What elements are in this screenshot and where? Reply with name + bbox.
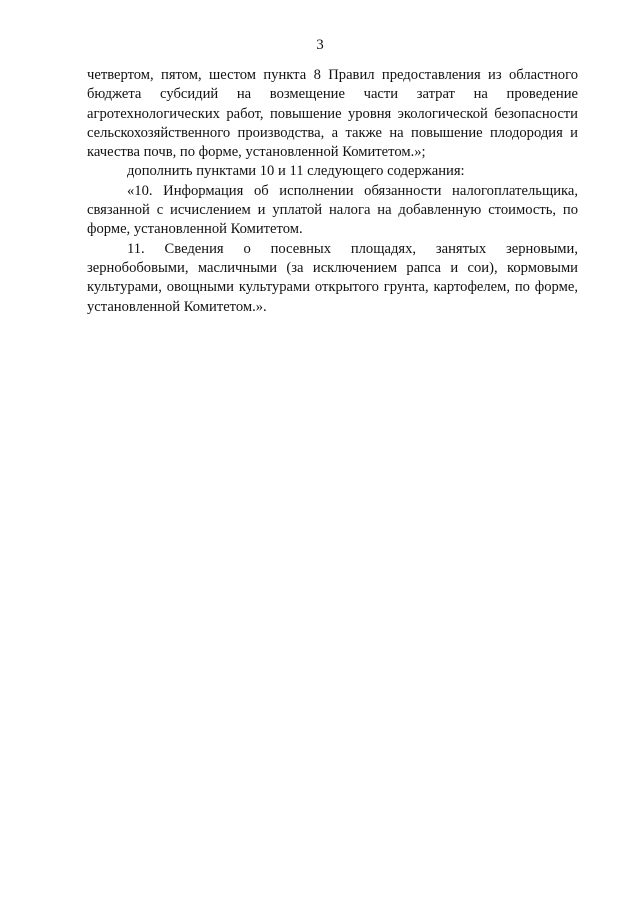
page-number: 3 <box>316 37 324 53</box>
paragraph-amendment-intro: дополнить пунктами 10 и 11 следующего содержания: <box>127 163 465 180</box>
document-body <box>87 66 578 317</box>
paragraph-continuation: четвертом, пятом, шестом пункта 8 Правил предоставления из областного бюджета субсидий на возмещение части затрат на проведение агротехнологических работ, повышение уровня экологической безопасности сельскохозяйственного производства, а также на повышение плодородия и качества почв, по форме, установленной Комитетом.»; <box>87 67 578 161</box>
paragraph-item-11: 11. Сведения о посевных площадях, занятых зерновыми, зернобобовыми, масличными (за исключением рапса и сои), кормовыми культурами, овощными культурами открытого грунта, картофелем, по форме, установленной Комитетом.». <box>87 240 578 315</box>
paragraph-item-10: «10. Информация об исполнении обязанности налогоплательщика, связанной с исчислением и уплатой налога на добавленную стоимость, по форме, установленной Комитетом. <box>87 182 578 238</box>
